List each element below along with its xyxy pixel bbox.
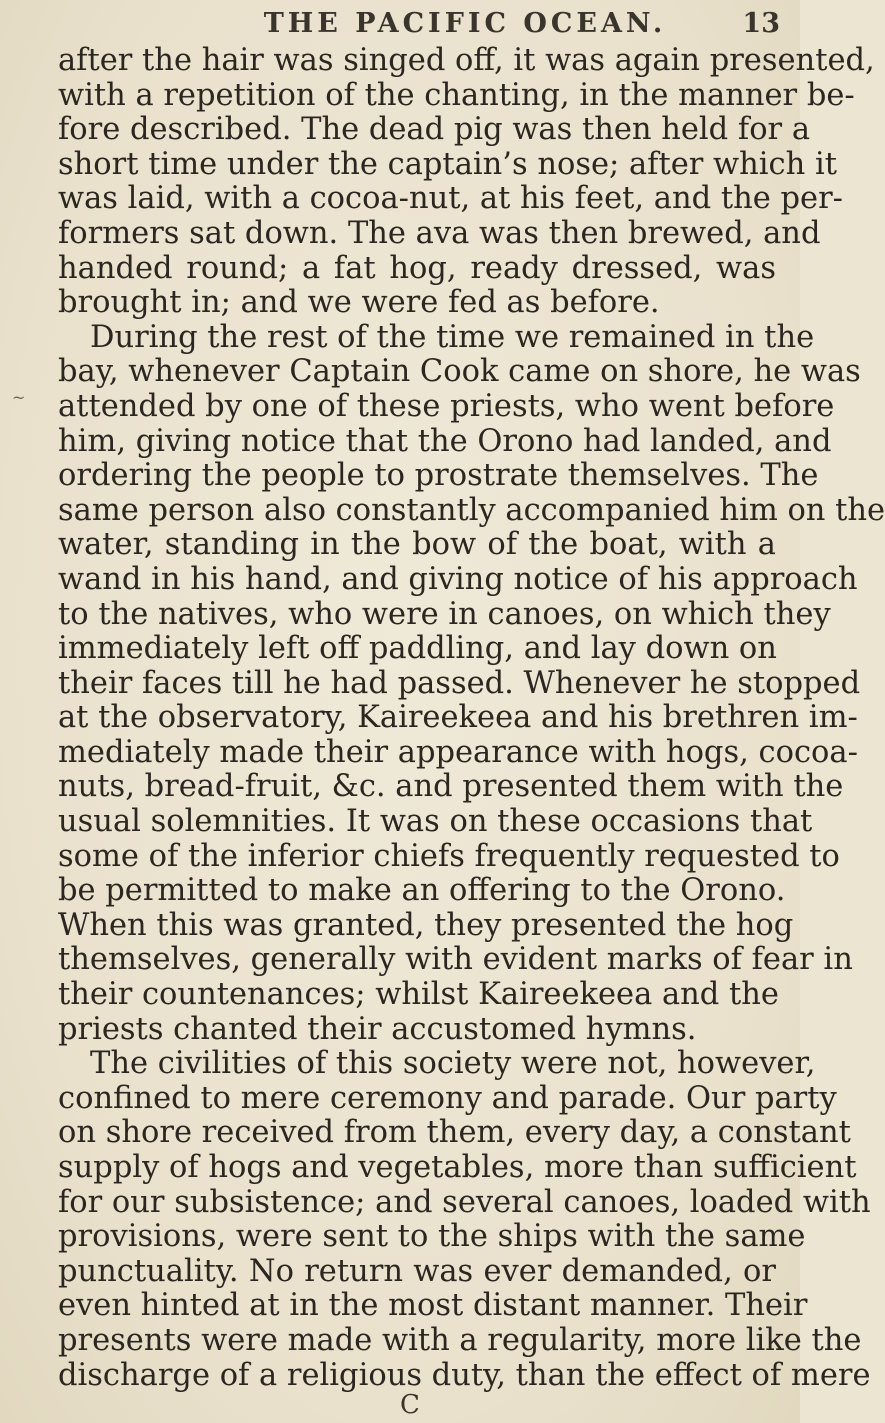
text-line: provisions, were sent to the ships with the same (58, 1219, 806, 1255)
body-text (58, 43, 885, 1393)
text-line: their faces till he had passed. Whenever he stopped (58, 665, 861, 701)
text-line: be permitted to make an offering to the Orono. (58, 873, 786, 909)
running-head: THE PACIFIC OCEAN. (263, 8, 667, 39)
text-line: to the natives, who were in canoes, on which they (58, 596, 831, 632)
text-line: was laid, with a cocoa-nut, at his feet, and the per- (58, 181, 843, 217)
text-line: some of the inferior chiefs frequently requested to (58, 838, 840, 874)
text-line: usual solemnities. It was on these occasions that (58, 804, 813, 840)
margin-mark: ~ (12, 388, 26, 407)
text-line: their countenances; whilst Kaireekeea and the (58, 977, 779, 1013)
text-line: themselves, generally with evident marks of fear in (58, 942, 853, 978)
text-line: supply of hogs and vegetables, more than sufficient (58, 1150, 857, 1185)
text-line: ordering the people to prostrate themselves. The (58, 458, 819, 494)
signature-mark: C (400, 1390, 420, 1420)
text-line: nuts, bread-fruit, &c. and presented them with the (58, 769, 844, 805)
text-line: same person also constantly accompanied him on the (58, 492, 885, 528)
text-line: even hinted at in the most distant manner. Their (58, 1288, 808, 1324)
text-line: water, standing in the bow of the boat, with a (58, 527, 776, 563)
text-line: him, giving notice that the Orono had landed, and (58, 423, 832, 459)
text-line: priests chanted their accustomed hymns. (58, 1011, 697, 1047)
text-line: During the rest of the time we remained in the (90, 319, 815, 355)
text-line: The civilities of this society were not, however, (90, 1046, 816, 1082)
text-line: When this was granted, they presented the hog (58, 907, 794, 943)
text-line: formers sat down. The ava was then brewed, and (58, 215, 821, 251)
text-line: wand in his hand, and giving notice of his approach (58, 561, 858, 597)
text-line: with a repetition of the chanting, in the manner be- (58, 77, 855, 113)
text-line: bay, whenever Captain Cook came on shore, he was (58, 354, 861, 390)
text-line: discharge of a religious duty, than the effect of mere (58, 1357, 871, 1393)
text-line: brought in; and we were fed as before. (58, 285, 660, 321)
text-line: attended by one of these priests, who went before (58, 388, 835, 424)
page-number: 13 (742, 8, 780, 39)
text-line: immediately left off paddling, and lay down on (58, 631, 777, 667)
text-line: mediately made their appearance with hogs, cocoa- (58, 734, 858, 770)
text-line: presents were made with a regularity, more like the (58, 1322, 862, 1358)
page-header (60, 8, 780, 44)
text-line: on shore received from them, every day, a constant (58, 1115, 851, 1151)
text-line: handed round; a fat hog, ready dressed, was (58, 250, 776, 286)
text-line: for our subsistence; and several canoes, loaded with (58, 1184, 871, 1220)
text-line: after the hair was singed off, it was again presented, (58, 43, 875, 78)
text-line: short time under the captain’s nose; after which it (58, 146, 837, 182)
text-line: confined to mere ceremony and parade. Our party (58, 1080, 837, 1116)
text-line: at the observatory, Kaireekeea and his brethren im- (58, 700, 858, 736)
text-line: fore described. The dead pig was then held for a (58, 112, 811, 148)
text-line: punctuality. No return was ever demanded, or (58, 1253, 776, 1289)
